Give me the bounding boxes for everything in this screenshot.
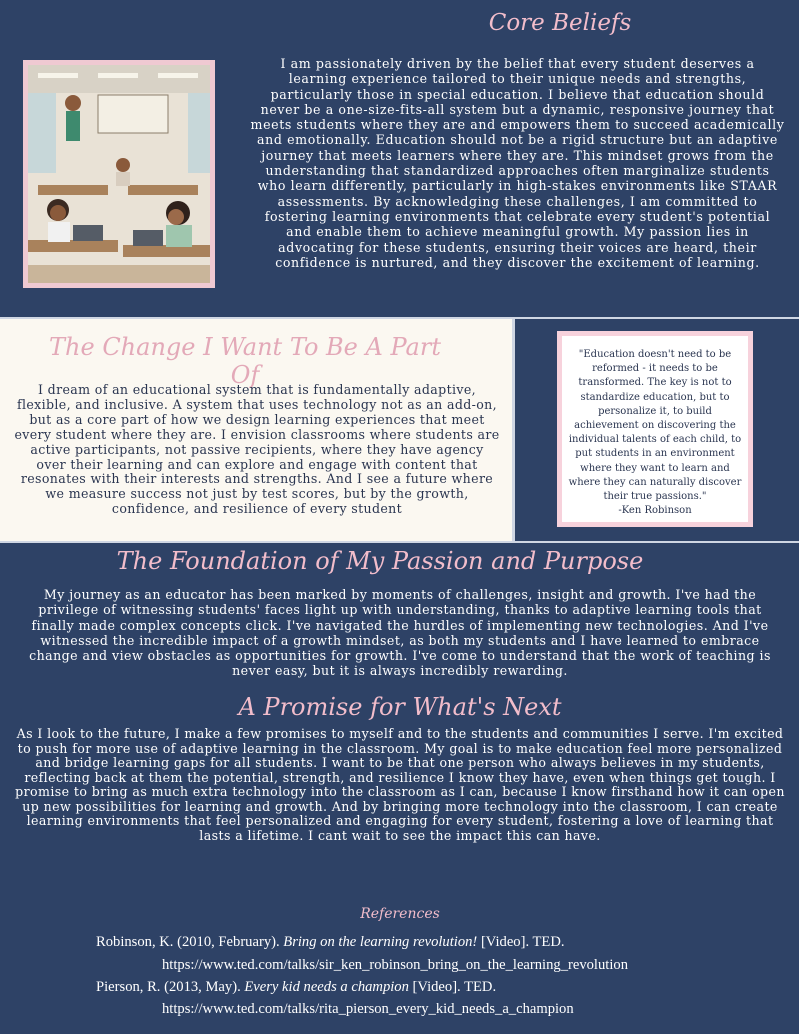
reference-url[interactable]: https://www.ted.com/talks/rita_pierson_every_kid_needs_a_champion	[162, 1001, 574, 1017]
core-beliefs-title: Core Beliefs	[488, 10, 632, 36]
reference-url[interactable]: https://www.ted.com/talks/sir_ken_robinson_bring_on_the_learning_revolution	[162, 957, 628, 973]
quote-author: -Ken Robinson	[618, 505, 692, 517]
reference-suffix: [Video]. TED.	[477, 934, 565, 950]
quote-card	[562, 336, 748, 522]
change-title: The Change I Want To Be A Part Of	[49, 333, 441, 389]
quote-text: "Education doesn't need to be reformed - it needs to be transformed. The key is not to standardize education, but to personalize it, to build achievement on discovering the individual talents of each child, to put students in an environment where they want to learn and where they can naturally discover their true passions."	[568, 349, 742, 503]
foundation-title: The Foundation of My Passion and Purpose	[116, 547, 644, 575]
promise-title: A Promise for What's Next	[238, 693, 562, 721]
classroom-illustration	[23, 60, 215, 288]
reference-citation	[96, 934, 565, 951]
reference-prefix: Pierson, R. (2013, May).	[96, 979, 245, 995]
references-title: References	[360, 906, 440, 922]
reference-suffix: [Video]. TED.	[408, 979, 497, 995]
reference-prefix: Robinson, K. (2010, February).	[96, 934, 284, 950]
reference-work: Bring on the learning revolution!	[283, 934, 478, 950]
promise-text: As I look to the future, I make a few promises to myself and to the students and communities I serve. I'm excited to push for more use of adaptive learning in the classroom. My goal is to make education feel more personalized and bridge learning gaps for all students. I want to be that one person who always believes in my students, reflecting back at them the potential, strength, and resilience I know they have, even when things get tough. I promise to bring as much extra technology into the classroom as I can, because I know firsthand how it can open up new possibilities for learning and growth. And by bringing more technology into the classroom, I can create learning environments that feel personalized and engaging for every student, fostering a love of learning that lasts a lifetime. I cant wait to see the impact this can have.	[15, 726, 785, 843]
core-beliefs-text: I am passionately driven by the belief that every student deserves a learning experience tailored to their unique needs and strengths, particularly those in special education. I believe that education should never be a one-size-fits-all system but a dynamic, responsive journey that meets students where they are and empowers them to succeed academically and emotionally. Education should not be a rigid structure but an adaptive journey that meets learners where they are. This mindset grows from the understanding that standardized approaches often marginalize students who learn differently, particularly in high-stakes environments like STAAR assessments. By acknowledging these challenges, I am committed to fostering learning environments that celebrate every student's potential and enable them to achieve meaningful growth. My passion lies in advocating for these students, ensuring their voices are heard, their confidence is nurtured, and they discover the excitement of learning.	[250, 56, 785, 270]
section-divider	[0, 541, 799, 543]
quote-box	[557, 331, 753, 527]
reference-work: Every kid needs a champion	[244, 979, 409, 995]
reference-citation	[96, 979, 496, 996]
vertical-divider	[512, 319, 515, 542]
foundation-text: My journey as an educator has been marked by moments of challenges, insight and growth. I've had the privilege of witnessing students' faces light up with understanding, thanks to adaptive learning tools that finally made complex concepts click. I've navigated the hurdles of implementing new technologies. And I've witnessed the incredible impact of a growth mindset, as both my students and I have learned to embrace change and view obstacles as opportunities for growth. I've come to understand that the work of teaching is never easy, but it is always incredibly rewarding.	[29, 587, 771, 679]
change-text: I dream of an educational system that is fundamentally adaptive, flexible, and inclusive. A system that uses technology not as an add-on, but as a core part of how we design learning experiences that meet every student where they are. I envision classrooms where students are active participants, not passive recipients, where they have agency over their learning and can explore and engage with content that resonates with their interests and strengths. And I see a future where we measure success not just by test scores, but by the growth, confidence, and resilience of every student	[14, 382, 500, 517]
